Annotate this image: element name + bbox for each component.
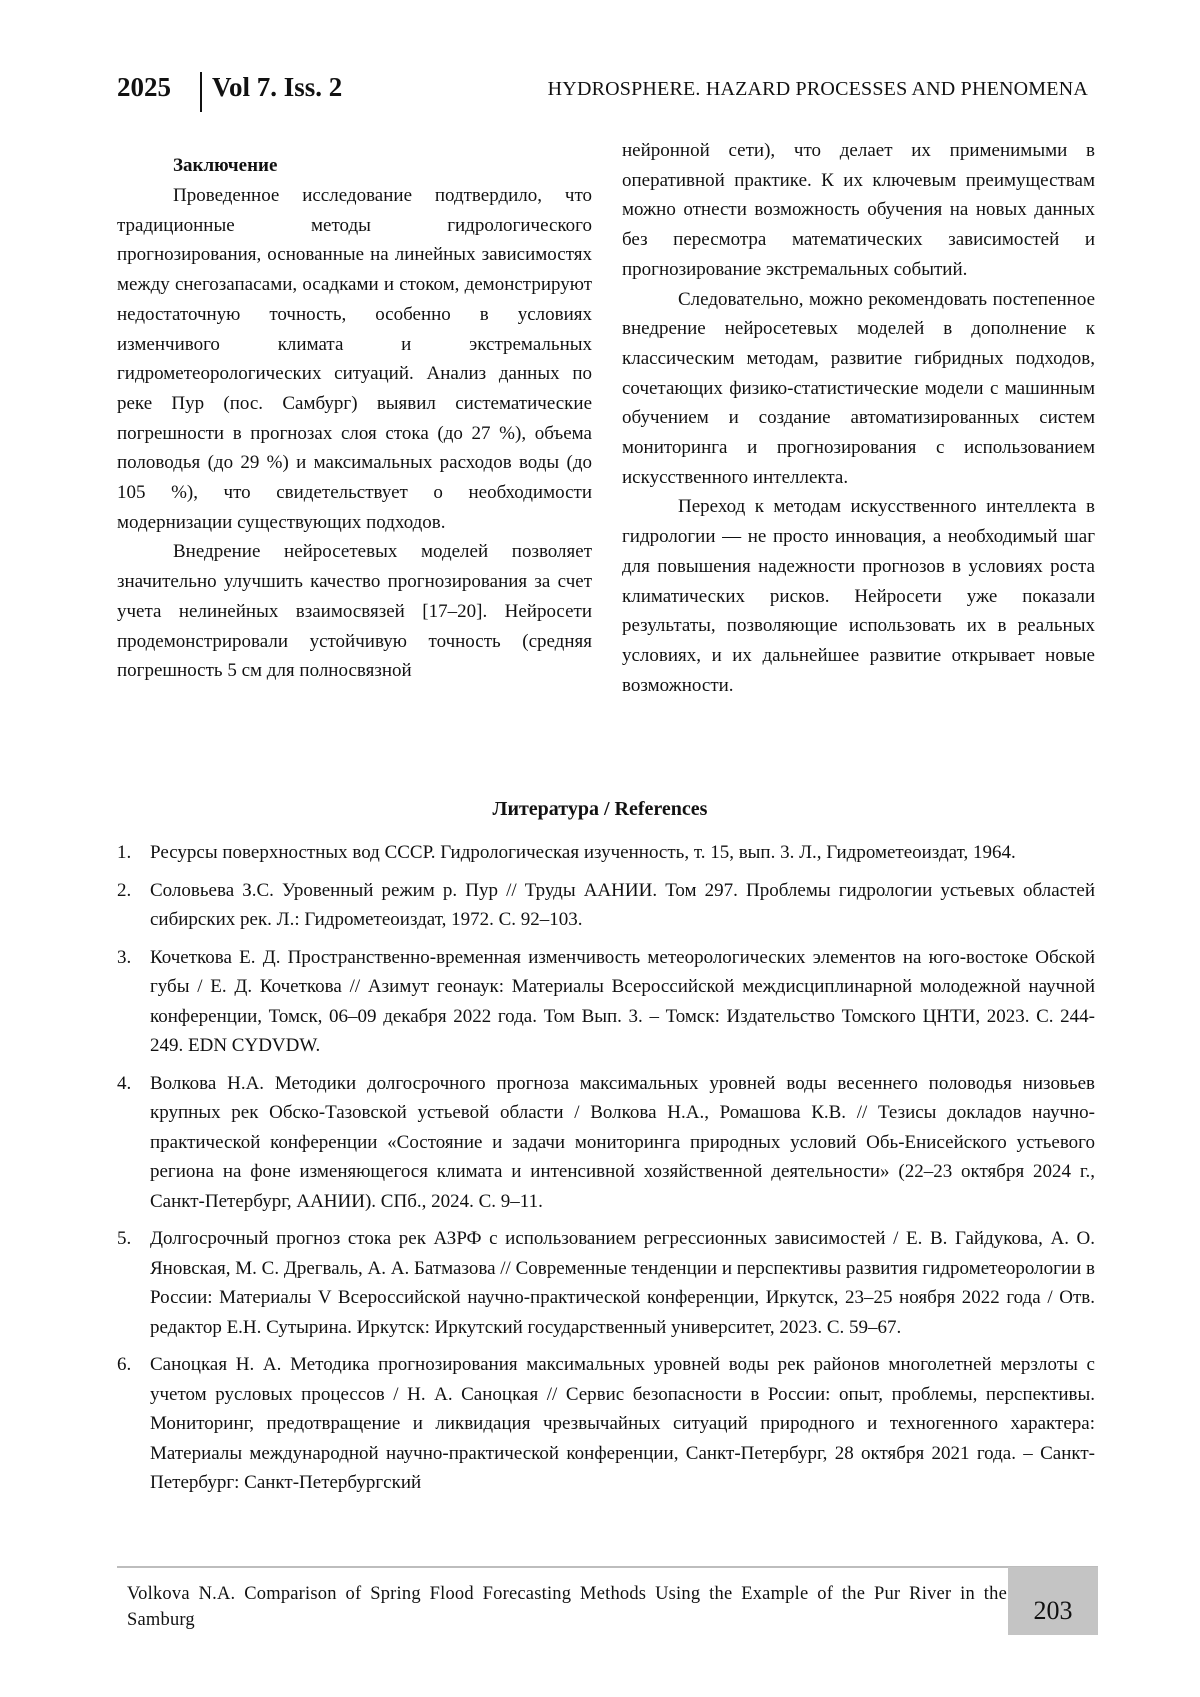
footer-citation: Volkova N.A. Comparison of Spring Flood Forecasting Methods Using the Example of the Pur River in the Samburg bbox=[127, 1584, 1007, 1630]
conclusion-heading: Заключение bbox=[173, 155, 278, 176]
reference-number: 1. bbox=[117, 842, 132, 863]
references-list bbox=[117, 838, 1095, 1506]
header-volume-issue: Vol 7. Iss. 2 bbox=[212, 72, 343, 102]
conclusion-paragraph: Внедрение нейросетевых моделей позволяет значительно улучшить качество прогнозирования за счет учета нелинейных взаимосвязей [17–20]. Нейросети продемонстрировали устойчивую точность (средняя погрешность 5 см для полносвязной bbox=[117, 541, 592, 682]
reference-text: Саноцкая Н. А. Методика прогнозирования максимальных уровней воды рек районов многолетней мерзлоты с учетом русловых процессов / Н. А. Саноцкая // Сервис безопасности в России: опыт, проблемы, перспективы. Мониторинг, предотвращение и ликвидация чрезвычайных ситуаций природного и техногенного характера: Материалы международной научно-практической конференции, Санкт-Петербург, 28 октября 2021 года. – Санкт-Петербург: Санкт-Петербургский bbox=[150, 1354, 1095, 1493]
reference-item bbox=[117, 943, 1095, 1061]
reference-text: Долгосрочный прогноз стока рек АЗРФ с использованием регрессионных зависимостей / Е. В. Гайдукова, А. О. Яновская, М. С. Дрегваль, А. А. Батмазова // Современные тенденции и перспективы развития гидрометеорологии в России: Материалы V Всероссийской научно-практической конференции, Иркутск, 23–25 ноября 2022 года / Отв. редактор Е.Н. Сутырина. Иркутск: Иркутский государственный университет, 2023. С. 59–67. bbox=[150, 1228, 1095, 1338]
left-column bbox=[117, 136, 592, 686]
reference-text: Соловьева З.С. Уровенный режим р. Пур // Труды ААНИИ. Том 297. Проблемы гидрологии устьевых областей сибирских рек. Л.: Гидрометеоиздат, 1972. С. 92–103. bbox=[150, 879, 1095, 930]
reference-item bbox=[117, 1350, 1095, 1498]
header-divider bbox=[200, 72, 202, 112]
right-column bbox=[622, 136, 1095, 700]
reference-item bbox=[117, 1224, 1095, 1342]
reference-item bbox=[117, 838, 1095, 868]
reference-number: 6. bbox=[117, 1354, 132, 1375]
reference-number: 5. bbox=[117, 1228, 132, 1249]
reference-number: 2. bbox=[117, 879, 132, 901]
conclusion-paragraph: Переход к методам искусственного интеллекта в гидрологии — не просто инновация, а необходимый шаг для повышения надежности прогнозов в условиях роста климатических рисков. Нейросети уже показали результаты, позволяющие использовать их в реальных условиях, и их дальнейшее развитие открывает новые возможности. bbox=[622, 496, 1095, 696]
reference-text: Волкова Н.А. Методики долгосрочного прогноза максимальных уровней воды весеннего половодья низовьев крупных рек Обско-Тазовской устьевой области / Волкова Н.А., Ромашова К.В. // Тезисы докладов научно-практической конференции «Состояние и задачи мониторинга природных условий Обь-Енисейского устьевого региона на фоне изменяющегося климата и интенсивной хозяйственной деятельности» (22–23 октября 2024 г., Санкт-Петербург, ААНИИ). СПб., 2024. С. 9–11. bbox=[150, 1072, 1095, 1212]
reference-number: 4. bbox=[117, 1072, 132, 1094]
conclusion-paragraph: Проведенное исследование подтвердило, что традиционные методы гидрологического прогнозирования, основанные на линейных зависимостях между снегозапасами, осадками и стоком, демонстрируют недостаточную точность, особенно в условиях изменчивого климата и экстремальных гидрометеорологических ситуаций. Анализ данных по реке Пур (пос. Самбург) выявил систематические погрешности в прогнозах слоя стока (до 27 %), объема половодья (до 29 %) и максимальных расходов воды (до 105 %), что свидетельствует о необходимости модернизации существующих подходов. bbox=[117, 185, 592, 533]
page-number: 203 bbox=[1033, 1596, 1073, 1625]
reference-item bbox=[117, 1069, 1095, 1217]
reference-number: 3. bbox=[117, 946, 132, 968]
footer-divider bbox=[117, 1566, 1098, 1568]
header-year: 2025 bbox=[117, 72, 171, 102]
header-journal-title: HYDROSPHERE. HAZARD PROCESSES AND PHENOMENA bbox=[547, 78, 1088, 100]
conclusion-paragraph: Следовательно, можно рекомендовать постепенное внедрение нейросетевых моделей в дополнение к классическим методам, развитие гибридных подходов, сочетающих физико-статистические модели с машинным обучением и создание автоматизированных систем мониторинга и прогнозирования с использованием искусственного интеллекта. bbox=[622, 288, 1095, 488]
reference-item bbox=[117, 876, 1095, 935]
reference-text: Кочеткова Е. Д. Пространственно-временная изменчивость метеорологических элементов на юго-востоке Обской губы / Е. Д. Кочеткова // Азимут геонаук: Материалы Всероссийской междисциплинарной молодежной научной конференции, Томск, 06–09 декабря 2022 года. Том Вып. 3. – Томск: Издательство Томского ЦНТИ, 2023. С. 244-249. EDN CYDVDW. bbox=[150, 946, 1095, 1056]
references-heading: Литература / References bbox=[492, 798, 708, 820]
reference-text: Ресурсы поверхностных вод СССР. Гидрологическая изученность, т. 15, вып. 3. Л., Гидрометеоиздат, 1964. bbox=[150, 842, 1016, 863]
conclusion-paragraph-continuation: нейронной сети), что делает их применимыми в оперативной практике. К их ключевым преимуществам можно отнести возможность обучения на новых данных без пересмотра математических зависимостей и прогнозирование экстремальных событий. bbox=[622, 140, 1095, 280]
